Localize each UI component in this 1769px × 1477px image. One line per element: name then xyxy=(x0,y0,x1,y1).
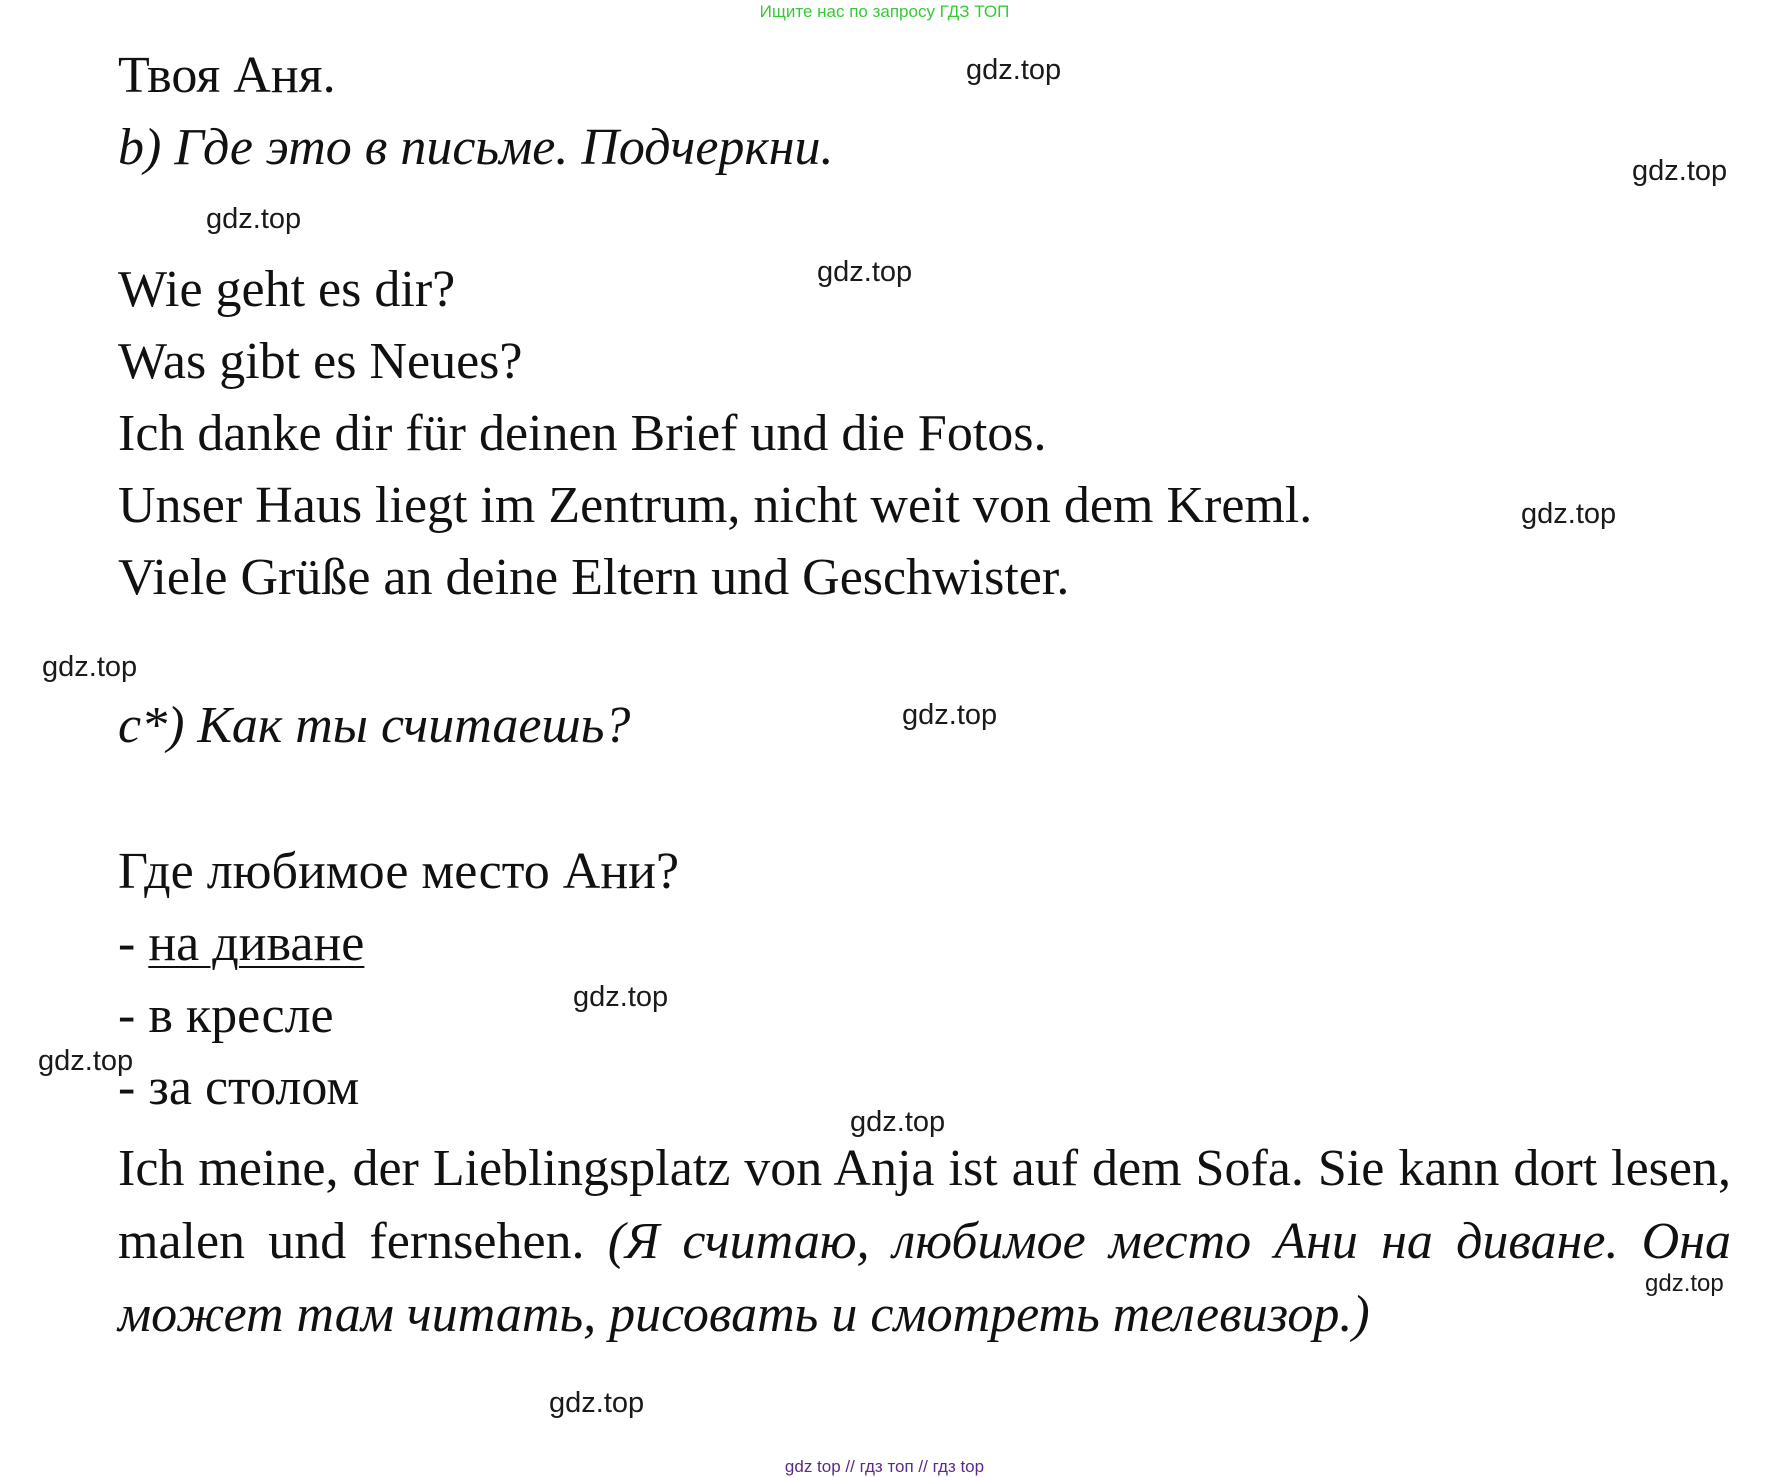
bottom-banner: gdz top // гдз топ // гдз top xyxy=(784,1457,985,1476)
watermark: gdz.top xyxy=(1632,155,1728,187)
option-dash: - xyxy=(118,915,149,972)
watermark: gdz.top xyxy=(1645,1270,1724,1297)
letter-line: Unser Haus liegt im Zentrum, nicht weit von dem Kreml. xyxy=(118,477,1313,534)
watermark: gdz.top xyxy=(850,1106,946,1138)
letter-line: Viele Grüße an deine Eltern und Geschwister. xyxy=(118,549,1070,606)
option-dash: - xyxy=(118,1059,149,1116)
letter-line: Was gibt es Neues? xyxy=(118,333,523,390)
watermark: gdz.top xyxy=(206,203,302,235)
answer-paragraph xyxy=(118,1132,1731,1351)
option-item xyxy=(118,986,334,1046)
letter-line: Wie geht es dir? xyxy=(118,261,456,318)
top-banner: Ищите нас по запросу ГДЗ ТОП xyxy=(759,2,1010,21)
option-dash: - xyxy=(118,987,149,1044)
signature: Твоя Аня. xyxy=(118,47,336,104)
answer-russian: (Я считаю, любимое место Ани на диване. Она может там читать, рисовать и смотреть телевизор.) xyxy=(118,1213,1732,1343)
watermark: gdz.top xyxy=(38,1045,134,1077)
watermark: gdz.top xyxy=(966,54,1062,86)
watermark: gdz.top xyxy=(573,981,669,1013)
option-item xyxy=(118,1058,359,1118)
watermark: gdz.top xyxy=(1521,498,1617,530)
option-text-underlined: на диване xyxy=(148,915,365,972)
task-b-heading: b) Где это в письме. Подчеркни. xyxy=(118,119,834,176)
question: Где любимое место Ани? xyxy=(118,843,680,900)
watermark: gdz.top xyxy=(42,651,138,683)
answer-german: Ich meine, der Lieblingsplatz von Anja ist auf dem Sofa. Sie kann dort lesen, malen und fernsehen. xyxy=(118,1140,1731,1270)
option-text: за столом xyxy=(148,1059,360,1116)
letter-line: Ich danke dir für deinen Brief und die Fotos. xyxy=(118,405,1047,462)
task-c-heading: c*) Как ты считаешь? xyxy=(118,697,631,754)
watermark: gdz.top xyxy=(902,699,998,731)
watermark: gdz.top xyxy=(549,1387,645,1419)
option-item xyxy=(118,914,364,974)
watermark: gdz.top xyxy=(817,256,913,288)
option-text: в кресле xyxy=(148,987,334,1044)
